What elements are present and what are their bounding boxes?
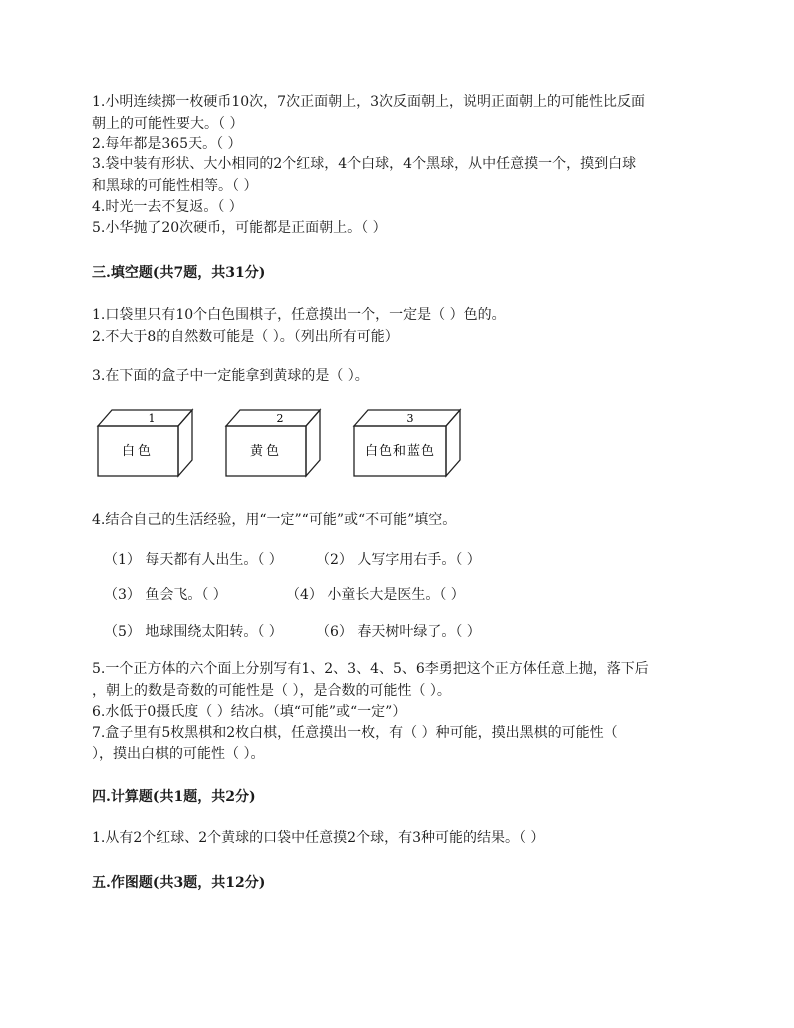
box-2 (226, 410, 320, 476)
section-5-title: 五.作图题(共3题，共12分) (92, 875, 266, 891)
judge-item-1-line2: 朝上的可能性要大。（ ） (92, 116, 244, 132)
judge-item-1-line1: 1.小明连续掷一枚硬币10次，7次正面朝上，3次反面朝上，说明正面朝上的可能性比反面 (92, 94, 645, 110)
fill-q4-sub-1: （1） 每天都有人出生。（ ） (104, 552, 283, 568)
fill-q4-sub-6: （6） 春天树叶绿了。（ ） (316, 624, 481, 640)
fill-q4-sub-3: （3） 鱼会飞。（ ） (104, 587, 227, 603)
judge-item-3-line1: 3.袋中装有形状、大小相同的2个红球，4个白球，4个黑球，从中任意摸一个，摸到白球 (92, 156, 637, 172)
fill-q2: 2.不大于8的自然数可能是（ ）。（列出所有可能） (92, 329, 399, 345)
box-1 (98, 410, 192, 476)
box-3-label: 白色和蓝色 (364, 444, 436, 459)
fill-q7-line1: 7.盒子里有5枚黑棋和2枚白棋，任意摸出一枚，有（ ）种可能，摸出黑棋的可能性（ (92, 725, 618, 741)
section-3-title: 三.填空题(共7题，共31分) (92, 265, 266, 281)
box-1-label: 白色 (121, 444, 155, 459)
box-1-number: 1 (148, 412, 156, 425)
fill-q4-sub-5: （5） 地球围绕太阳转。（ ） (104, 624, 283, 640)
boxes-figure (92, 400, 472, 480)
box-3-number: 3 (406, 412, 414, 425)
fill-q4-sub-2: （2） 人写字用右手。（ ） (316, 552, 481, 568)
box-2-number: 2 (276, 412, 284, 425)
box-3 (354, 410, 460, 476)
fill-q4-sub-4: （4） 小童长大是医生。（ ） (286, 587, 465, 603)
judge-item-5: 5.小华抛了20次硬币，可能都是正面朝上。（ ） (92, 220, 387, 236)
fill-q3: 3.在下面的盒子中一定能拿到黄球的是（ ）。 (92, 368, 369, 384)
judge-item-4: 4.时光一去不复返。（ ） (92, 199, 243, 215)
box-2-label: 黄色 (249, 444, 283, 459)
fill-q7-line2: ），摸出白棋的可能性（ ）。 (92, 746, 265, 762)
fill-q6: 6.水低于0摄氏度（ ）结冰。（填“可能”或“一定”） (92, 704, 407, 720)
fill-q1: 1.口袋里只有10个白色围棋子，任意摸出一个，一定是（ ）色的。 (92, 307, 506, 323)
fill-q5-line2: ，朝上的数是奇数的可能性是（ ），是合数的可能性（ ）。 (92, 683, 451, 699)
calc-q1: 1.从有2个红球、2个黄球的口袋中任意摸2个球，有3种可能的结果。（ ） (92, 830, 545, 846)
fill-q4: 4.结合自己的生活经验，用“一定”“可能”或“不可能”填空。 (92, 512, 457, 528)
judge-item-3-line2: 和黑球的可能性相等。（ ） (92, 178, 258, 194)
fill-q5-line1: 5.一个正方体的六个面上分别写有1、2、3、4、5、6李勇把这个正方体任意上抛，落下后 (92, 661, 649, 677)
judge-item-2: 2.每年都是365天。（ ） (92, 136, 242, 152)
section-4-title: 四.计算题(共1题，共2分) (92, 789, 256, 805)
